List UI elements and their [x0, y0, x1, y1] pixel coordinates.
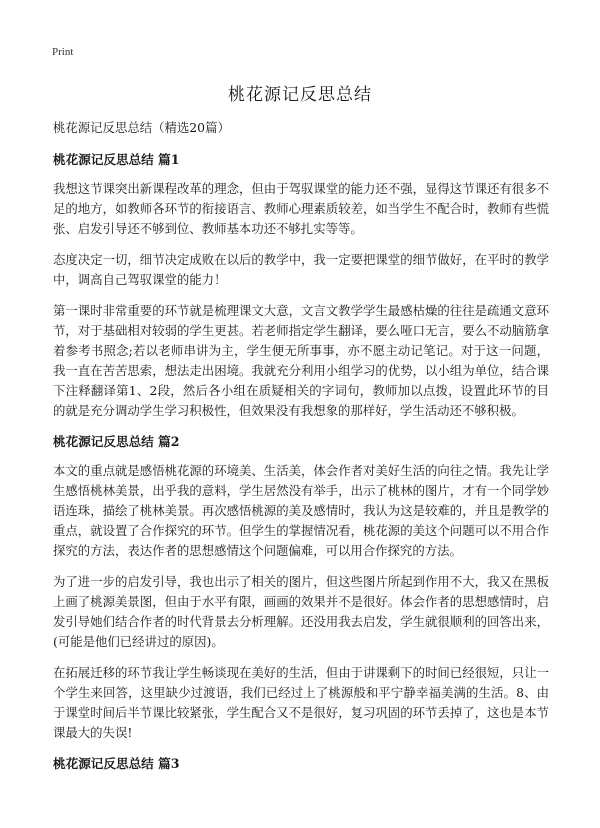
print-link[interactable]: Print: [52, 46, 74, 58]
section-1-heading: 桃花源记反思总结 篇1: [53, 152, 180, 167]
section-1-paragraph-2: 态度决定一切，细节决定成败在以后的教学中，我一定要把课堂的细节做好，在平时的教学中，调高自己驾驭课堂的能力！: [53, 252, 549, 287]
section-2-paragraph-3: 在拓展迁移的环节我让学生畅谈现在美好的生活，但由于讲课剩下的时间已经很短，只让一个学生来回答，这里缺少过渡语，我们已经过上了桃源般和平宁静幸福美满的生活。8、由于课堂时间后半节课比较紧张，学生配合又不是很好，复习巩固的环节丢掉了，这也是本节课最大的失误!: [53, 665, 549, 740]
section-1-paragraph-1: 我想这节课突出新课程改革的理念，但由于驾驭课堂的能力还不强，显得这节课还有很多不足的地方，如教师各环节的衔接语言、教师心理素质较差，如当学生不配合时，教师有些慌张、启发引导还不够到位、教师基本功还不够扎实等等。: [53, 181, 549, 236]
section-2-paragraph-2: 为了进一步的启发引导，我也出示了相关的图片，但这些图片所起到作用不大，我又在黑板上画了桃源美景图，但由于水平有限，画画的效果并不是很好。体会作者的思想感情时，启发引导她们结合作者的时代背景去分析理解。还没用我去启发，学生就很顺利的回答出来，(可能是他们已经讲过的原因)。: [53, 574, 549, 649]
section-1-paragraph-3: 第一课时非常重要的环节就是梳理课文大意，文言文教学学生最感枯燥的往往是疏通文意环节，对于基础相对较弱的学生更甚。若老师指定学生翻译，要么哑口无言，要么不动脑筋拿着参考书照念;若以老师串讲为主，学生便无所事事，亦不愿主动记笔记。对于这一问题，我一直在苦苦思索，想法走出困境。我就充分利用小组学习的优势，以小组为单位，结合课下注释翻译第1、2段，然后各小组在质疑相关的字词句，教师加以点拨，设置此环节的目的就是充分调动学生学习积极性，但效果没有我想象的那样好，学生活动还不够积极。: [53, 303, 549, 418]
document-body: [53, 118, 549, 783]
document-subtitle: 桃花源记反思总结（精选20篇）: [53, 120, 230, 135]
section-3-heading: 桃花源记反思总结 篇3: [53, 756, 180, 771]
section-2-paragraph-1: 本文的重点就是感悟桃花源的环境美、生活美，体会作者对美好生活的向往之情。我先让学生感悟桃林美景，出乎我的意料，学生居然没有举手，出示了桃林的图片，才有一个同学妙语连珠，描绘了桃林美景。再次感悟桃源的美及感情时，我认为这是较难的，并且是教学的重点，就设置了合作探究的环节。但学生的掌握情况看，桃花源的美这个问题可以不用合作探究的方法，表达作者的思想感情这个问题偏难，可以用合作探究的方法。: [53, 463, 549, 558]
page-title: 桃花源记反思总结: [228, 85, 372, 105]
section-2-heading: 桃花源记反思总结 篇2: [53, 434, 180, 449]
